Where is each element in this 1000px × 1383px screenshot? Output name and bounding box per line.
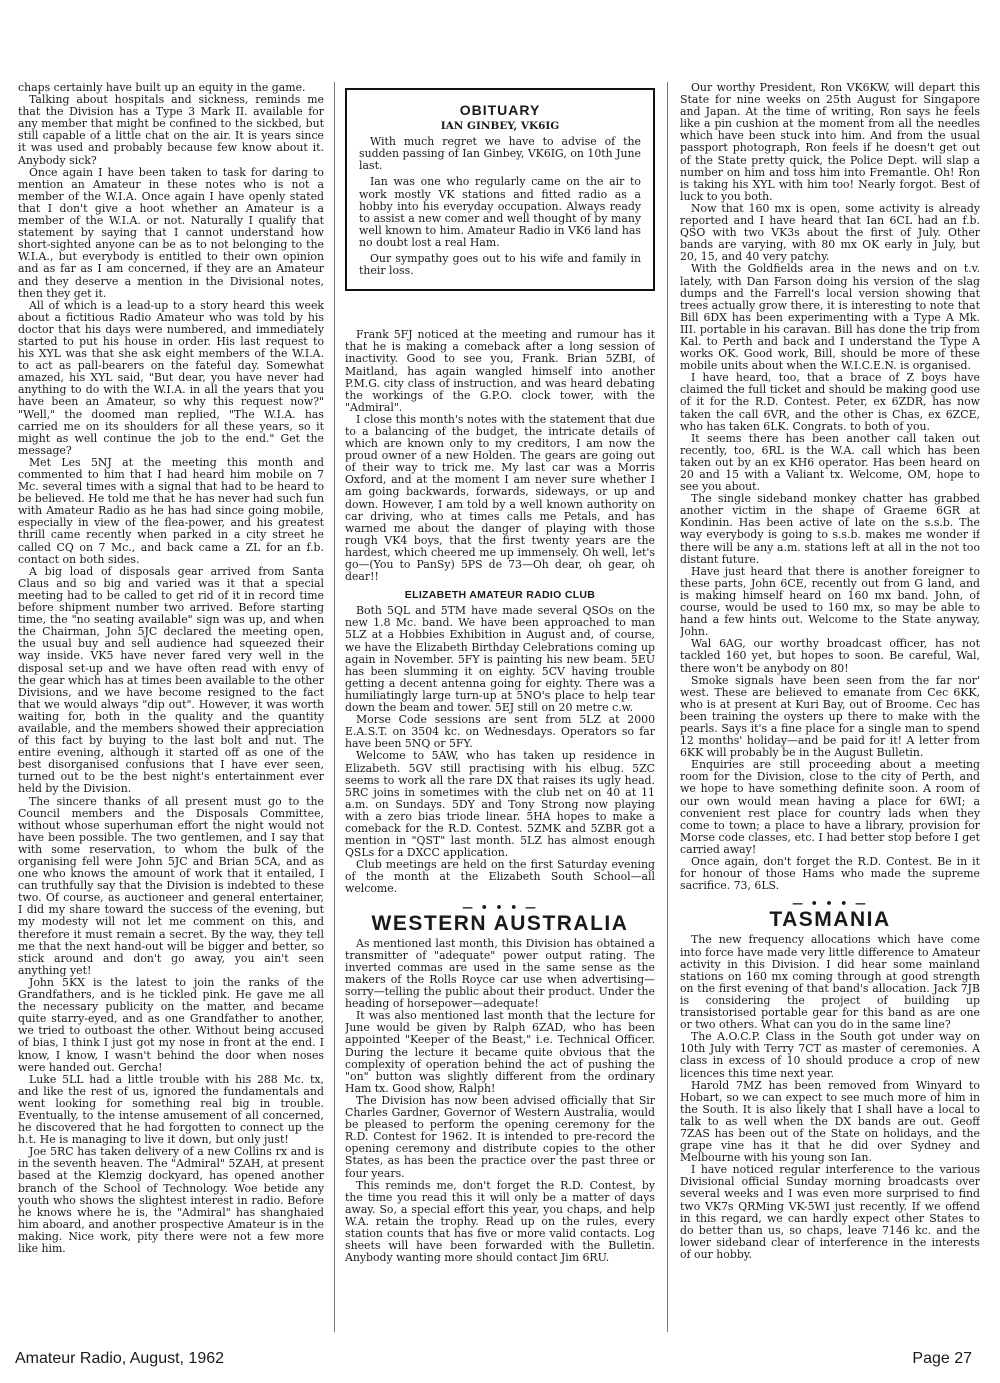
paragraph: I close this month's notes with the statement that due to a balancing of the budget, the intricate details of which are known only to my creditors, I am now the proud owner of a new Holden. The gears are going out of their way to trick me. My last car was a Morris Oxford, and at the moment I am never sure whether I am going backwards, forwards, sideways, or up and down. However, I am told by a well known authority on car driving, who at times calls me Petals, and has warned me about the danger of playing with those rough VK4 boys, that the first twenty years are the hardest, which cheered me up immensely. Oh well, let's go—(You to PanSy) 5PS de 73—Oh dear, oh gear, oh dear!!: [345, 412, 655, 584]
paragraph: The new frequency allocations which have come into force have made very little difference to Amateur activity in this Division. I did hear some mainland stations on 160 mx coming through at good strength on the first evening of that band's allocation. Jack 7JB is considering the project of building up transistorised portable gear for this band as are one or two others. What can you do in the same line?: [680, 933, 980, 1032]
paragraph: The sincere thanks of all present must go to the Council members and the Disposals Committee, without whose superhuman effort the night would not have been possible. The two gentlemen, and I say that with some reservation, to whom the bulk of the organising fell were John 5JC and Brian 5CA, and as one who knows the amount of work that it entailed, I can truthfully say that the Division is indebted to these two. Of course, as auctioneer and general entertainer, I did my share toward the success of the evening, but my modesty will not let me comment on this, and therefore it must remain a secret. By the way, they tell me that the next hand-out will be bigger and better, so stick around and don't go away, you ain't seen anything yet!: [18, 794, 324, 977]
paragraph: It was also mentioned last month that the lecture for June would be given by Ralph 6ZAD, who has been appointed "Keeper of the Beast," i.e. Technical Officer. During the lecture it became quite obvious that the complexity of operation behind the act of pushing the "on" button was slightly different from the ordinary Ham tx. Good show, Ralph!: [345, 1009, 655, 1095]
column-left: [18, 82, 324, 1330]
paragraph: Both 5QL and 5TM have made several QSOs on the new 1.8 Mc. band. We have been approached to man 5LZ at a Hobbies Exhibition in August and, of course, we have the Elizabeth Birthday Celebrations coming up again in November. 5FY is painting his new beam. 5EU has been slumming it on eighty. 5CV having trouble getting a decent antenna going for eighty. There was a humiliatingly large turn-up at 5NO's place to help tear down the beam and tower. 5EJ still on 20 metre c.w.: [345, 604, 655, 715]
obituary-subtitle: IAN GINBEY, VK6IG: [440, 120, 560, 133]
column-rule-right: [667, 82, 668, 1332]
paragraph: Club meetings are held on the first Saturday evening of the month at the Elizabeth South School—all welcome.: [345, 858, 655, 896]
paragraph: Our worthy President, Ron VK6KW, will depart this State for nine weeks on 25th August for Singapore and Japan. At the time of writing, Ron says he feels like a pin cushion at the moment from all the needles which have been stuck into him. And from the usual passport photograph, Ron feels if he doesn't get out of the State pretty quick, the Police Dept. will slap a number on him and toss him into Fremantle. Oh! Ron is taking his XYL with him too! Nearly forgot. Best of luck to you both.: [680, 82, 980, 203]
column-rule-left: [334, 82, 335, 1332]
paragraph: Joe 5RC has taken delivery of a new Collins rx and is in the seventh heaven. The "Admiral" 5ZAH, at present based at the Klemzig dockyard, has opened another branch of the School of Technology. Woe betide any youth who shows the slightest interest in radio. Before he knows where he is, the "Admiral" has shanghaied him aboard, and another prospective Amateur is in the making. Nice work, pity there were not a few more like him.: [18, 1145, 324, 1255]
footer-page-number: Page 27: [912, 1350, 972, 1367]
paragraph: All of which is a lead-up to a story heard this week about a fictitious Radio Amateur who was told by his doctor that his days were numbered, and immediately started to put his house in order. His last request to his XYL was that she ask eight members of the W.I.A. to act as pall-bearers on the fateful day. Somewhat amazed, his XYL said, "But dear, you have never had anything to do with the W.I.A. in all the years that you have been an Amateur, so why this request now?" "Well," the doomed man replied, "The W.I.A. has carried me on its shoulders for all these years, so it might as well continue the job to the end." Get the message?: [18, 298, 324, 457]
paragraph: Wal 6AG, our worthy broadcast officer, has not tackled 160 yet, but hopes to soon. Be careful, Wal, there won't be anybody on 80!: [680, 637, 980, 675]
paragraph: Once again, don't forget the R.D. Contest. Be in it for honour of those Hams who made the supreme sacrifice. 73, 6LS.: [680, 855, 980, 893]
obituary-box: [345, 88, 655, 291]
footer-publication: Amateur Radio, August, 1962: [15, 1350, 225, 1367]
obituary-paragraph: With much regret we have to advise of the sudden passing of Ian Ginbey, VK6IG, on 10th June last.: [359, 135, 641, 173]
paragraph: Now that 160 mx is open, some activity is already reported and I have heard that Ian 6CL had an f.b. QSO with two VK3s about the first of July. Other bands are varying, with 80 mx OK early in July, but 20, 15, and 40 very patchy.: [680, 201, 980, 264]
paragraph: The Division has now been advised officially that Sir Charles Gardner, Governor of Western Australia, would be pleased to perform the opening ceremony for the R.D. Contest for 1962. It is intended to pre-record the opening ceremony and distribute copies to the other States, as has been the practice over the past three or four years.: [345, 1093, 655, 1180]
paragraph: I have heard, too, that a brace of Z boys have claimed the full ticket and should be making good use of it for the R.D. Contest. Peter, ex 6ZDR, has now taken the call 6VR, and the other is Chas, ex 6ZCE, who has taken 6LK. Congrats. to both of you.: [680, 371, 980, 433]
obituary-paragraph: Our sympathy goes out to his wife and family in their loss.: [359, 252, 641, 278]
paragraph: Have just heard that there is another foreigner to these parts, John 6CE, recently out from G land, and is making himself heard on 160 mx band. John, of course, would be used to 160 mx, so may be able to hand a few hints out. Welcome to the State anyway, John.: [680, 564, 980, 639]
paragraph: A big load of disposals gear arrived from Santa Claus and so big and varied was it that a special meeting had to be called to get rid of it in record time before shipment number two arrived. Before starting time, the "no seating available" sign was up, and when the Chairman, John 5JC declared the meeting open, the usual buy and sell audience had squeezed their way inside. VK5 have never fared very well in the disposal set-up and we have often read with envy of the gear which has at times been available to the other Divisions, and we have become resigned to the fact that we would always "dip out". However, it was worth waiting for, both in the quality and the quantity available, and the members showed their appreciation of this fact by buying to the last bolt and nut. The entire evening, although it started off as one of the best disorganised confusions that I have ever seen, turned out to be the best night's entertainment ever held by the Division.: [18, 564, 324, 796]
paragraph: Talking about hospitals and sickness, reminds me that the Division has a Type 3 Mark II. available for any member that might be confined to the sickbed, but still capable of a little chat on the air. It is years since it was used and probably because few know about it. Anybody sick?: [18, 93, 324, 167]
obituary-title: OBITUARY: [459, 102, 541, 118]
paragraph: With the Goldfields area in the news and on t.v. lately, with Dan Farson doing his version of the slag dumps and the Farrell's local version showing that trees actually grow there, it is interesting to note that Bill 6DX has been experimenting with a Type A Mk. III. portable in his caravan. Bill has done the trip from Kal. to Perth and back and I understand the Type A works OK. Good work, Bill, should be more of these mobile units about when the W.I.C.E.N. is organised.: [680, 262, 980, 373]
paragraph: Frank 5FJ noticed at the meeting and rumour has it that he is making a comeback after a long session of inactivity. Good to see you, Frank. Brian 5ZBI, of Maitland, has again wangled himself into another P.M.G. city class of instruction, and was heard debating the workings of the G.P.O. clock tower, with the "Admiral".: [345, 328, 655, 414]
paragraph: Harold 7MZ has been removed from Winyard to Hobart, so we can expect to see much more of him in the South. It is also likely that I shall have a local to talk to as well when the DX bands are out. Geoff 7ZAS has been out of the State on holidays, and the grape vine has it that he did over Sydney and Melbourne with his young son Ian.: [680, 1078, 980, 1165]
paragraph: This reminds me, don't forget the R.D. Contest, by the time you read this it will only be a matter of days away. So, a special effort this year, you chaps, and help W.A. retain the trophy. Read up on the rules, every station counts that has five or more valid contacts. Log sheets will have been forwarded with the Bulletin. Anybody wanting more should contact Jim 6RU.: [345, 1178, 655, 1265]
column-middle: [345, 82, 655, 1330]
paragraph: Morse Code sessions are sent from 5LZ at 2000 E.A.S.T. on 3504 kc. on Wednesdays. Operators so far have been 5NQ or 5FY.: [345, 713, 655, 751]
paragraph: It seems there has been another call taken out recently, too, 6RL is the W.A. call which has been taken out by an ex KH6 operator. Has been heard on 20 and 15 with a Valiant tx. Welcome, OM, hope to see you about.: [680, 431, 980, 494]
column-right: [680, 82, 980, 1330]
tasmania-heading: TASMANIA: [769, 908, 891, 932]
paragraph: John 5KX is the latest to join the ranks of the Grandfathers, and is he tickled pink. He gave me all the necessary publicity on the matter, and became quite starry-eyed, and as one Grandfather to another, we tried to outboast the other. Without being accused of bias, I think I just got my nose in front at the end. I know, I know, I wasn't behind the door when noses were handed out. Gercha!: [18, 975, 324, 1074]
paragraph: The A.O.C.P. Class in the South got under way on 10th July with Terry 7CT as master of ceremonies. A class in excess of 10 should produce a crop of new licences this time next year.: [680, 1030, 980, 1080]
paragraph: Once again I have been taken to task for daring to mention an Amateur in these notes who is not a member of the W.I.A. Once again I have openly stated that I don't give a hoot whether an Amateur is a member of the W.I.A. or not. Naturally I qualify that statement by saying that I cannot understand how short-sighted anyone can be as to not belonging to the W.I.A., but everybody is entitled to their own opinion and as far as I am concerned, if they are an Amateur and they deserve a mention in the Divisional notes, then they get it.: [18, 165, 324, 300]
section-separator: — • • • —: [462, 900, 538, 914]
paragraph: As mentioned last month, this Division has obtained a transmitter of "adequate" power output rating. The inverted commas are used in the same sense as the makers of the Rolls Royce car use when advertising—sorry—telling the public about their product. Under the heading of horsepower—adequate!: [345, 936, 655, 1011]
paragraph: Luke 5LL had a little trouble with his 288 Mc. tx, and like the rest of us, ignored the fundamentals and went looking for something real big in trouble. Eventually, to the intense amusement of all concerned, he discovered that he had forgotten to connect up the h.t. He is managing to live it down, but only just!: [18, 1072, 324, 1147]
section-separator: — • • • —: [792, 897, 868, 911]
obituary-paragraph: Ian was one who regularly came on the air to work mostly VK stations and fitted radio as a hobby into his everyday occupation. Always ready to assist a new comer and well thought of by many well known to him. Amateur Radio in VK6 land has no doubt lost a real Ham.: [359, 175, 641, 249]
western-australia-heading: WESTERN AUSTRALIA: [371, 911, 629, 935]
paragraph: I have noticed regular interference to the various Divisional official Sunday morning broadcasts over several weeks and I was even more surprised to find two VK7s QRMing VK-5WI just recently. If we offend in this regard, we can hardly expect other States to do better than us, so chaps, leave 7146 kc. and the lower sideband clear of interference in the interests of our hobby.: [680, 1163, 980, 1261]
elizabeth-heading: ELIZABETH AMATEUR RADIO CLUB: [404, 589, 596, 602]
paragraph: Welcome to 5AW, who has taken up residence in Elizabeth. 5GV still practising with his elbug. 5ZC seems to work all the rare DX that raises its ugly head. 5RC joins in sometimes with the club net on 40 at 11 a.m. on Sundays. 5DY and Tony Strong now playing with a zero bias triode linear. 5HA hopes to make a comeback for the R.D. Contest. 5ZMK and 5ZBR got a mention in "QST" last month. 5LZ has almost enough QSLs for a DXCC application.: [345, 749, 655, 860]
paragraph: Met Les 5NJ at the meeting this month and commented to him that I had heard him mobile on 7 Mc. several times with a signal that had to be heard to be believed. He told me that he has never had such fun with Amateur Radio as he has had since going mobile, especially in view of the flea-power, and his greatest thrill came recently when parked in a city street he called CQ on 7 Mc., and back came a ZL for an f.b. contact on both sides.: [18, 455, 324, 566]
paragraph: Enquiries are still proceeding about a meeting room for the Division, close to the city of Perth, and we hope to have something definite soon. A room of our own would mean having a place for 6WI; a convenient rest place for country lads when they come to town; a place to have a library, provision for Morse code classes, etc. I had better stop before I get carried away!: [680, 758, 980, 856]
paragraph: The single sideband monkey chatter has grabbed another victim in the shape of Graeme 6GR at Kondinin. Has been active of late on the s.s.b. The way everybody is going to s.s.b. makes me wonder if there will be any a.m. stations left at all in the not too distant future.: [680, 492, 980, 566]
paragraph: chaps certainly have built up an equity in the game.: [18, 82, 306, 94]
paragraph: Smoke signals have been seen from the far nor' west. These are believed to emanate from Cec 6KK, who is at present at Kuri Bay, out of Broome. Cec has been training the oysters up there to make with the pearls. Says it's a fine place for a single man to spend 12 months' holiday—and be paid for it! A letter from 6KK will probably be in the August Bulletin.: [680, 673, 980, 760]
